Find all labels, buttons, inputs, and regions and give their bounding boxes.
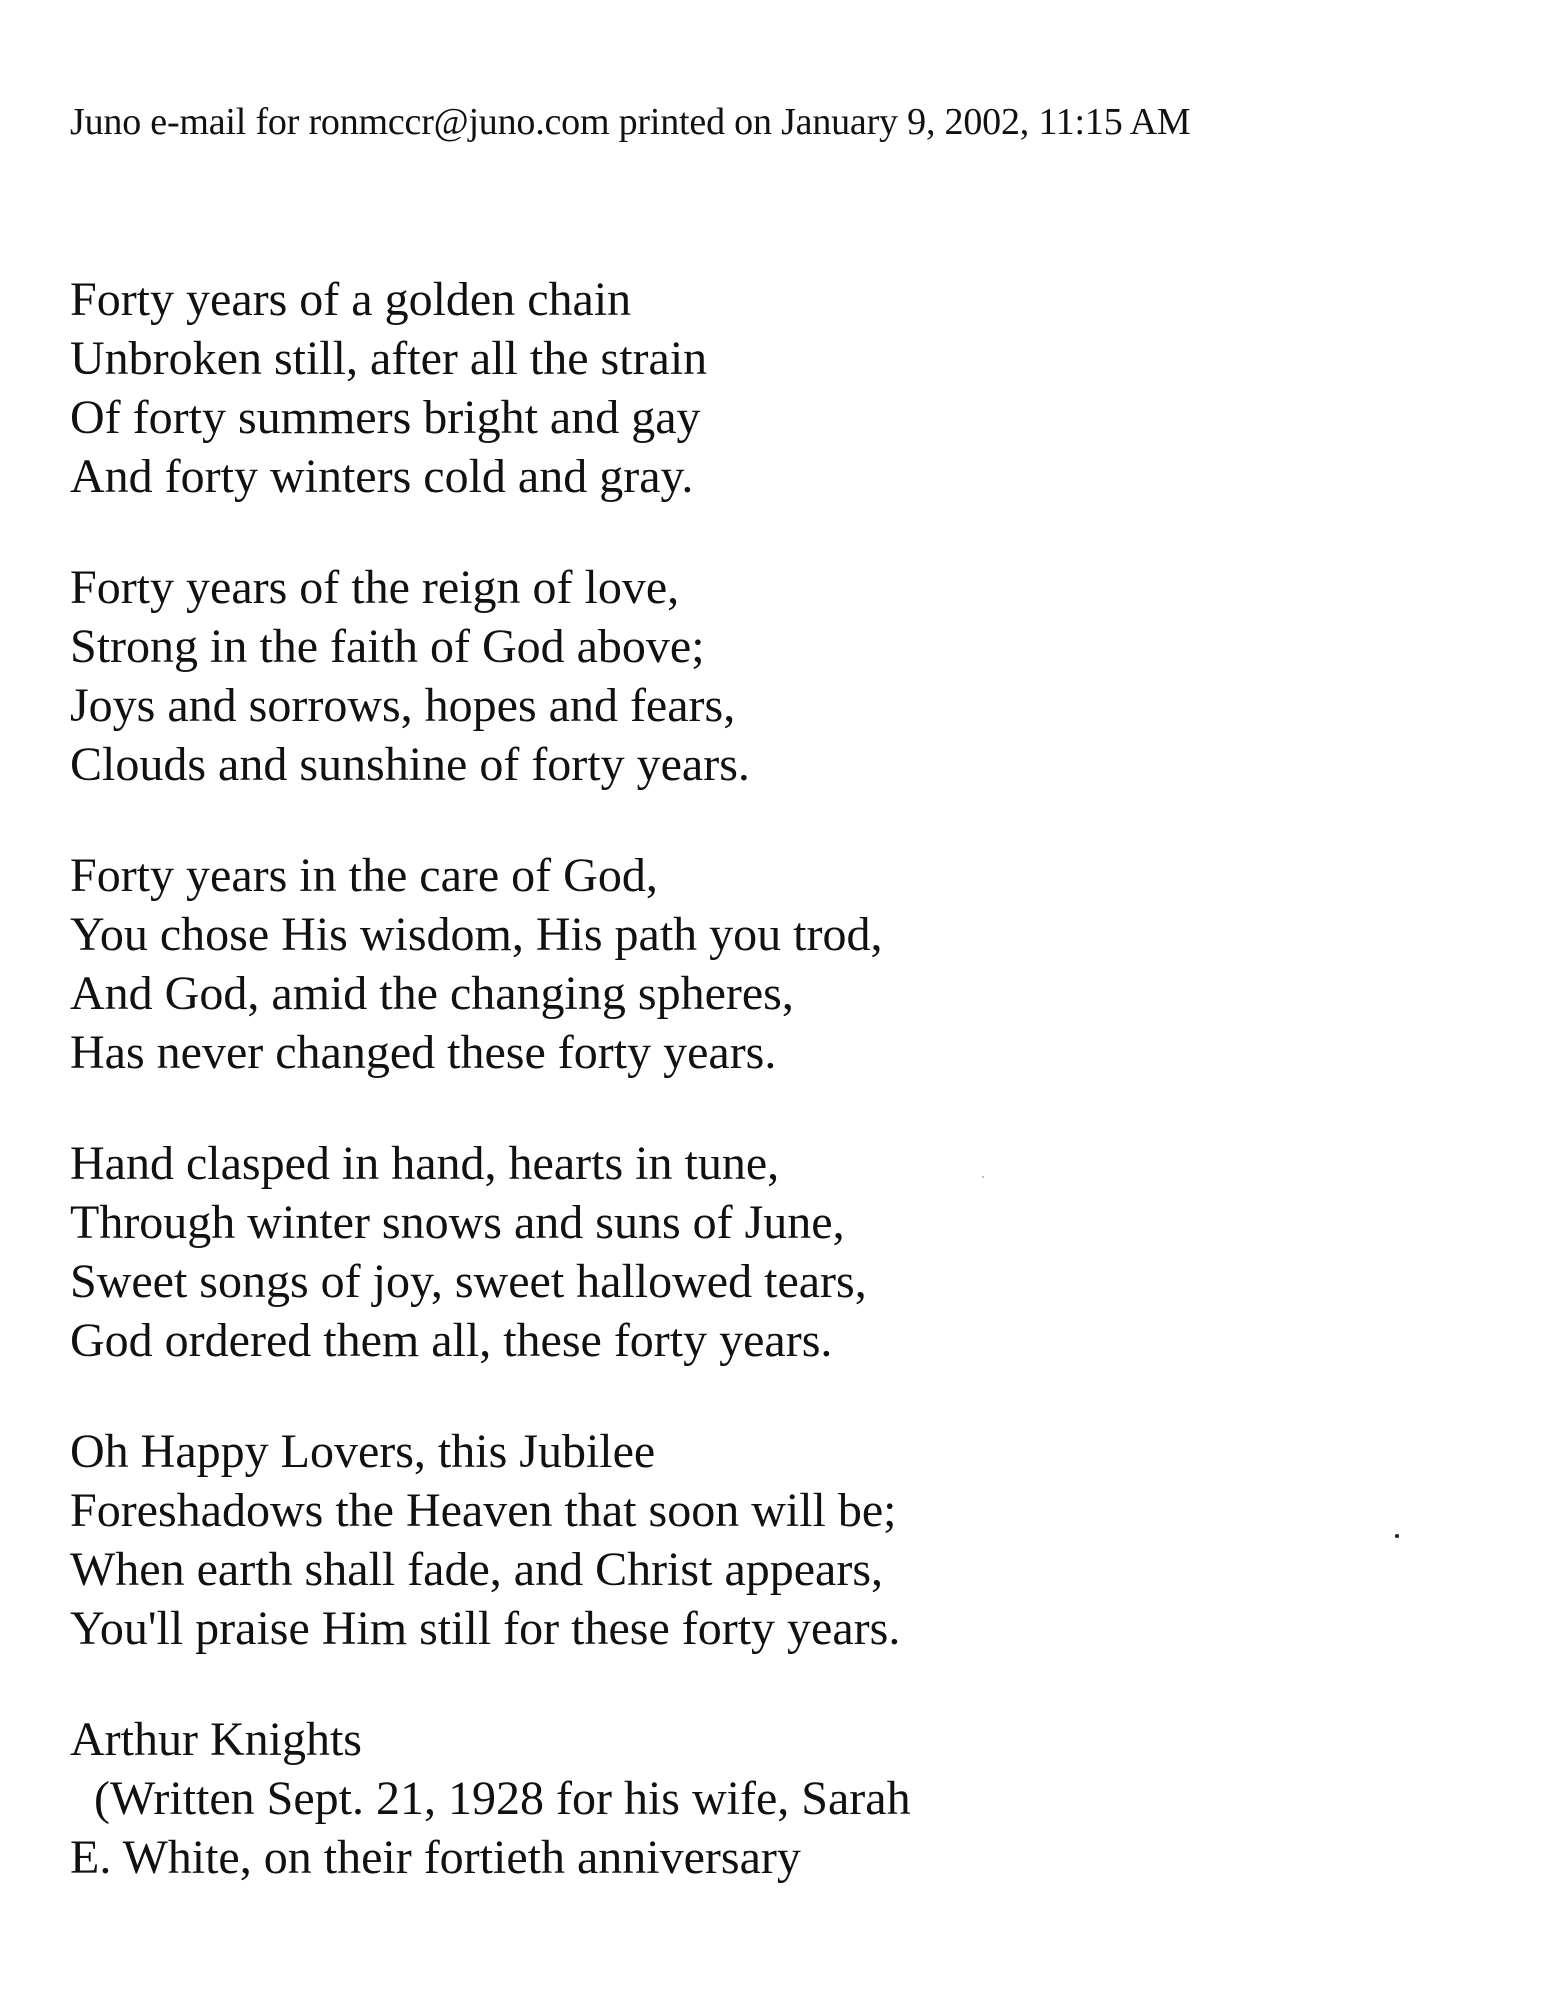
poem-line: Forty years in the care of God,	[70, 849, 658, 902]
poem-line: Strong in the faith of God above;	[70, 620, 705, 673]
author-name: Arthur Knights	[70, 1713, 362, 1766]
poem-line: You chose His wisdom, His path you trod,	[70, 908, 883, 961]
stanza-3	[70, 846, 1470, 1082]
poem-line: Forty years of a golden chain	[70, 273, 632, 326]
poem-line: And forty winters cold and gray.	[70, 450, 694, 503]
scan-speck	[982, 1176, 984, 1178]
stanza-1	[70, 270, 1470, 506]
stanza-4	[70, 1134, 1470, 1370]
poem-line: God ordered them all, these forty years.	[70, 1314, 833, 1367]
poem-line: Clouds and sunshine of forty years.	[70, 738, 750, 791]
email-print-header: Juno e-mail for ronmccr@juno.com printed on January 9, 2002, 11:15 AM	[70, 101, 1191, 143]
poem-line: Sweet songs of joy, sweet hallowed tears,	[70, 1255, 867, 1308]
poem-line: When earth shall fade, and Christ appears,	[70, 1543, 884, 1596]
poem-line: You'll praise Him still for these forty years.	[70, 1602, 901, 1655]
poem-line: Of forty summers bright and gay	[70, 391, 701, 444]
stanza-5	[70, 1422, 1470, 1658]
poem-line: Forty years of the reign of love,	[70, 561, 680, 614]
dedication-note: (Written Sept. 21, 1928 for his wife, Sarah	[94, 1772, 911, 1825]
poem-line: Hand clasped in hand, hearts in tune,	[70, 1137, 780, 1190]
poem-line: And God, amid the changing spheres,	[70, 967, 794, 1020]
poem-line: Through winter snows and suns of June,	[70, 1196, 845, 1249]
poem-line: Has never changed these forty years.	[70, 1026, 777, 1079]
dedication-note: E. White, on their fortieth anniversary	[70, 1831, 801, 1884]
signature-block	[70, 1710, 1470, 1887]
scan-speck	[1395, 1534, 1399, 1538]
poem	[70, 270, 1470, 1887]
poem-line: Joys and sorrows, hopes and fears,	[70, 679, 736, 732]
poem-line: Oh Happy Lovers, this Jubilee	[70, 1425, 656, 1478]
poem-line: Foreshadows the Heaven that soon will be;	[70, 1484, 897, 1537]
stanza-2	[70, 558, 1470, 794]
poem-line: Unbroken still, after all the strain	[70, 332, 708, 385]
